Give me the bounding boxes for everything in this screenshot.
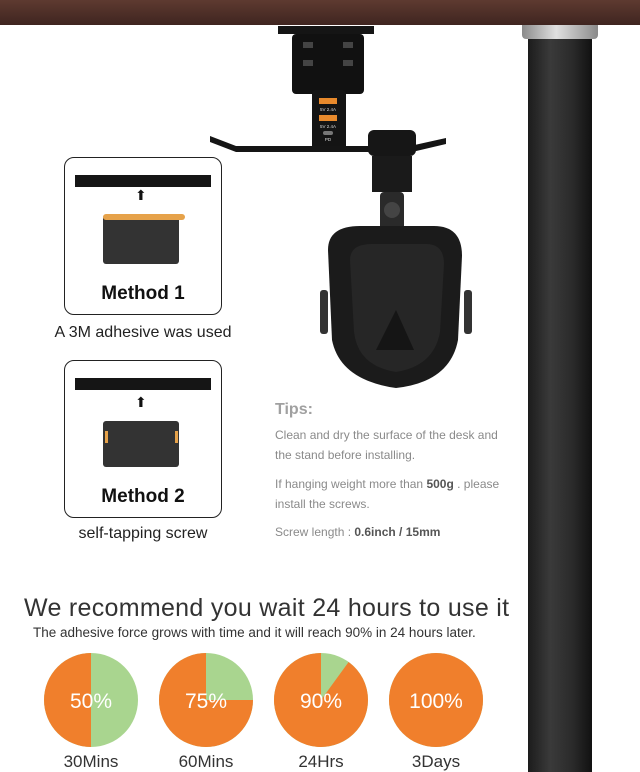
pie-label-3: 90% <box>299 690 343 713</box>
method-2-caption: self-tapping screw <box>78 525 208 542</box>
method-1-title: Method 1 <box>101 283 185 304</box>
pie-label-1: 50% <box>69 690 113 713</box>
pie-charts <box>0 648 528 772</box>
headband <box>368 130 416 156</box>
method-1-card <box>64 157 222 315</box>
tips-title: Tips: <box>275 401 313 418</box>
arrow-up-icon: ⬆ <box>135 394 147 410</box>
subline: The adhesive force grows with time and it will reach 90% in 24 hours later. <box>33 625 476 640</box>
arrow-up-icon: ⬆ <box>135 187 147 203</box>
tips-line-3: If hanging weight more than 500g . please <box>275 477 500 491</box>
pie-caption-3: 24Hrs <box>298 752 344 771</box>
product-illustration <box>200 20 480 420</box>
tips-line-5: Screw length : 0.6inch / 15mm <box>275 525 441 539</box>
mount-plate <box>278 26 374 34</box>
desk-leg-cap <box>522 25 598 39</box>
tips-line-4: install the screws. <box>275 497 370 511</box>
pie-label-4: 100% <box>409 690 463 713</box>
usb-c-port <box>323 131 333 135</box>
screw-right-icon <box>175 431 178 443</box>
headline: We recommend you wait 24 hours to use it <box>24 594 510 622</box>
pie-caption-4: 3Days <box>411 752 461 771</box>
tips-text <box>275 425 525 542</box>
pie-label-2: 75% <box>184 690 228 713</box>
usb-c-label: PD <box>324 137 332 142</box>
desk-bar-icon <box>75 175 211 187</box>
usb-port-2 <box>319 115 337 121</box>
pie-caption-1: 30Mins <box>63 752 119 771</box>
desk-bar-icon <box>75 378 211 390</box>
screw-mount-icon <box>103 421 179 467</box>
usb-port-1-label: 5V 2.4A <box>319 107 337 112</box>
method-2-title: Method 2 <box>101 486 185 507</box>
method-1-caption: A 3M adhesive was used <box>54 324 232 341</box>
method-2-card <box>64 360 222 518</box>
desk-leg <box>528 25 592 772</box>
screw-left-icon <box>105 431 108 443</box>
hub-body-top <box>292 34 364 94</box>
adhesive-tape-icon <box>103 214 185 220</box>
tips-line-2: the stand before installing. <box>275 448 416 462</box>
tips-line-1: Clean and dry the surface of the desk and <box>275 428 498 442</box>
adhesive-mount-icon <box>103 216 179 264</box>
pie-caption-2: 60Mins <box>178 752 234 771</box>
usb-port-2-label: 5V 2.4A <box>319 124 337 129</box>
usb-port-1 <box>319 98 337 104</box>
